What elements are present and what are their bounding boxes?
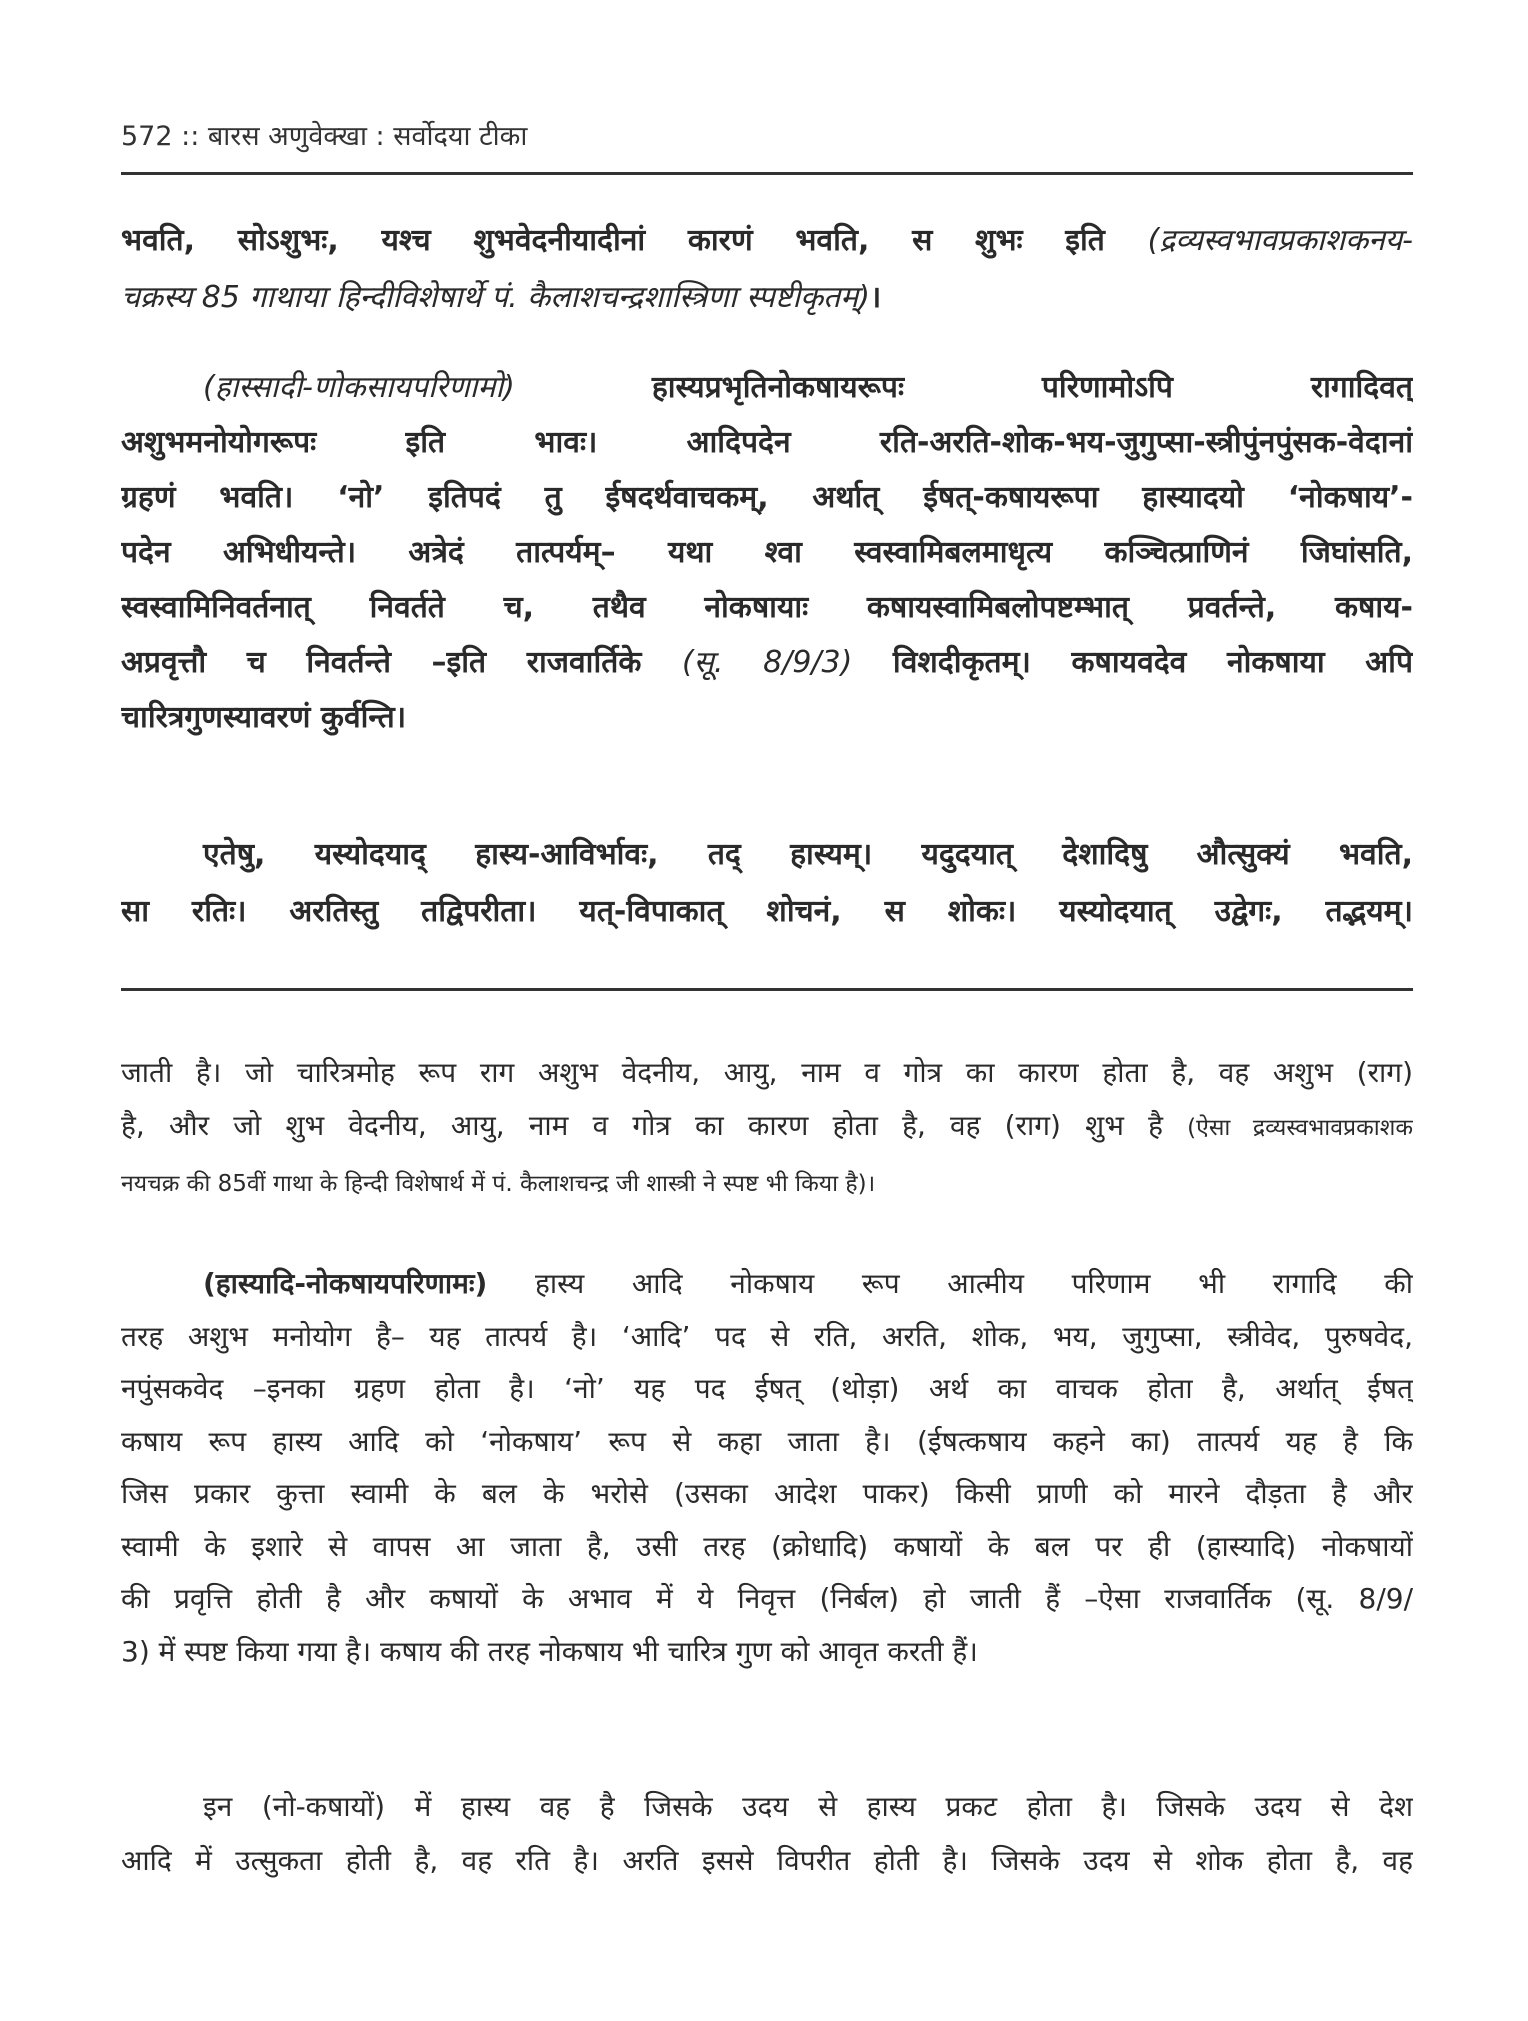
sanskrit-paragraph — [121, 826, 1413, 940]
text-segment: जाती है। जो चारित्रमोह रूप राग अशुभ वेदनीय, आयु, नाम व गोत्र का कारण होता है, वह अशुभ (राग) — [121, 1056, 1413, 1089]
text-line — [121, 415, 1413, 470]
text-line — [121, 1099, 1413, 1155]
text-line — [121, 1363, 1413, 1416]
running-header: 572 :: बारस अणुवेक्खा : सर्वोदया टीका — [121, 121, 528, 152]
italic-reference: चक्रस्य 85 गाथाया हिन्दीविशेषार्थे पं. कैलाशचन्द्रशास्त्रिणा स्पष्टीकृतम्) — [121, 280, 870, 315]
text-segment: चारित्रगुणस्यावरणं कुर्वन्ति। — [121, 700, 407, 735]
text-line — [121, 1311, 1413, 1364]
text-segment: कषाय रूप हास्य आदि को ‘नोकषाय’ रूप से कहा जाता है। (ईषत्कषाय कहने का) तात्पर्य यह है कि — [121, 1424, 1413, 1458]
text-line — [121, 525, 1413, 580]
text-segment: स्वस्वामिनिवर्तनात् निवर्तते च, तथैव नोकषायाः कषायस्वामिबलोपष्टम्भात् प्रवर्तन्ते, कषाय- — [121, 590, 1413, 625]
italic-reference: (सू. 8/9/3) — [681, 645, 853, 680]
text-segment: तरह अशुभ मनोयोग है– यह तात्पर्य है। ‘आदि’ पद से रति, अरति, शोक, भय, जुगुप्सा, स्त्रीवेद, पुरुषवेद, — [121, 1319, 1413, 1353]
small-note: नयचक्र की 85वीं गाथा के हिन्दी विशेषार्थ में पं. कैलाशचन्द्र जी शास्त्री ने स्पष्ट भी किया है)। — [121, 1171, 876, 1197]
text-line — [121, 269, 1413, 326]
text-line — [121, 690, 1413, 745]
text-line — [121, 360, 1413, 415]
text-line — [121, 1780, 1413, 1834]
text-segment: हास्यप्रभृतिनोकषायरूपः परिणामोऽपि रागादिवत् — [651, 370, 1413, 405]
text-line — [121, 1626, 1413, 1679]
text-line — [121, 1834, 1413, 1888]
sanskrit-paragraph — [121, 212, 1413, 326]
text-line — [121, 580, 1413, 635]
text-segment: । — [869, 280, 882, 315]
text-segment: एतेषु, यस्योदयाद् हास्य-आविर्भावः, तद् हास्यम्। यदुदयात् देशादिषु औत्सुक्यं भवति, — [203, 837, 1413, 872]
text-line — [121, 635, 1413, 690]
header-rule — [121, 172, 1413, 175]
text-line — [121, 1046, 1413, 1099]
text-segment: सा रतिः। अरतिस्तु तद्विपरीता। यत्-विपाकात् शोचनं, स शोकः। यस्योदयात् उद्वेगः, तद्भयम्। — [121, 894, 1413, 929]
text-segment: है, और जो शुभ वेदनीय, आयु, नाम व गोत्र का कारण होता है, वह (राग) शुभ है — [121, 1109, 1188, 1142]
text-segment: आदि में उत्सुकता होती है, वह रति है। अरति इससे विपरीत होती है। जिसके उदय से शोक होता है, वह — [121, 1844, 1413, 1877]
hindi-paragraph — [121, 1780, 1413, 1888]
text-line — [121, 1258, 1413, 1311]
text-segment: ग्रहणं भवति। ‘नो’ इतिपदं तु ईषदर्थवाचकम्, अर्थात् ईषत्-कषायरूपा हास्यादयो ‘नोकषाय’- — [121, 480, 1413, 515]
hindi-paragraph — [121, 1258, 1413, 1678]
italic-reference: (द्रव्यस्वभावप्रकाशकनय- — [1147, 223, 1413, 258]
text-segment: अप्रवृत्तौ च निवर्तन्ते –इति राजवार्तिके — [121, 645, 682, 680]
text-line — [121, 212, 1413, 269]
text-segment: भवति, सोऽशुभः, यश्च शुभवेदनीयादीनां कारणं भवति, स शुभः इति — [121, 223, 1148, 258]
section-divider — [121, 988, 1413, 991]
text-segment: हास्य आदि नोकषाय रूप आत्मीय परिणाम भी रागादि की — [487, 1267, 1413, 1300]
text-segment: स्वामी के इशारे से वापस आ जाता है, उसी तरह (क्रोधादि) कषायों के बल पर ही (हास्यादि) नोकषायों — [121, 1529, 1413, 1563]
text-segment: 3) में स्पष्ट किया गया है। कषाय की तरह नोकषाय भी चारित्र गुण को आवृत करती हैं। — [121, 1634, 978, 1668]
text-line — [121, 1468, 1413, 1521]
text-line — [121, 1155, 1413, 1211]
text-segment: इन (नो-कषायों) में हास्य वह है जिसके उदय से हास्य प्रकट होता है। जिसके उदय से देश — [203, 1790, 1413, 1823]
text-line — [121, 826, 1413, 883]
text-line — [121, 470, 1413, 525]
text-segment: अशुभमनोयोगरूपः इति भावः। आदिपदेन रति-अरति-शोक-भय-जुगुप्सा-स्त्रीपुंनपुंसक-वेदानां — [121, 425, 1413, 460]
text-segment: पदेन अभिधीयन्ते। अत्रेदं तात्पर्यम्– यथा श्वा स्वस्वामिबलमाधृत्य कञ्चित्प्राणिनं जिघांसति, — [121, 535, 1413, 570]
text-line — [121, 1416, 1413, 1469]
text-line — [121, 1521, 1413, 1574]
small-note: (ऐसा द्रव्यस्वभावप्रकाशक — [1187, 1115, 1413, 1141]
hindi-paragraph — [121, 1046, 1413, 1211]
text-line — [121, 1573, 1413, 1626]
sanskrit-paragraph — [121, 360, 1413, 745]
bold-heading: (हास्यादि-नोकषायपरिणामः) — [203, 1267, 488, 1300]
text-segment: जिस प्रकार कुत्ता स्वामी के बल के भरोसे (उसका आदेश पाकर) किसी प्राणी को मारने दौड़ता है और — [121, 1477, 1413, 1510]
text-segment: नपुंसकवेद –इनका ग्रहण होता है। ‘नो’ यह पद ईषत् (थोड़ा) अर्थ का वाचक होता है, अर्थात् ईषत् — [121, 1372, 1413, 1405]
text-segment: की प्रवृत्ति होती है और कषायों के अभाव में ये निवृत्त (निर्बल) हो जाती हैं –ऐसा राजवार्तिक (सू. 8/9/ — [121, 1582, 1413, 1615]
italic-reference: (हास्सादी-णोकसायपरिणामो) — [203, 370, 652, 405]
text-segment: विशदीकृतम्। कषायवदेव नोकषाया अपि — [852, 645, 1413, 680]
text-line — [121, 883, 1413, 940]
